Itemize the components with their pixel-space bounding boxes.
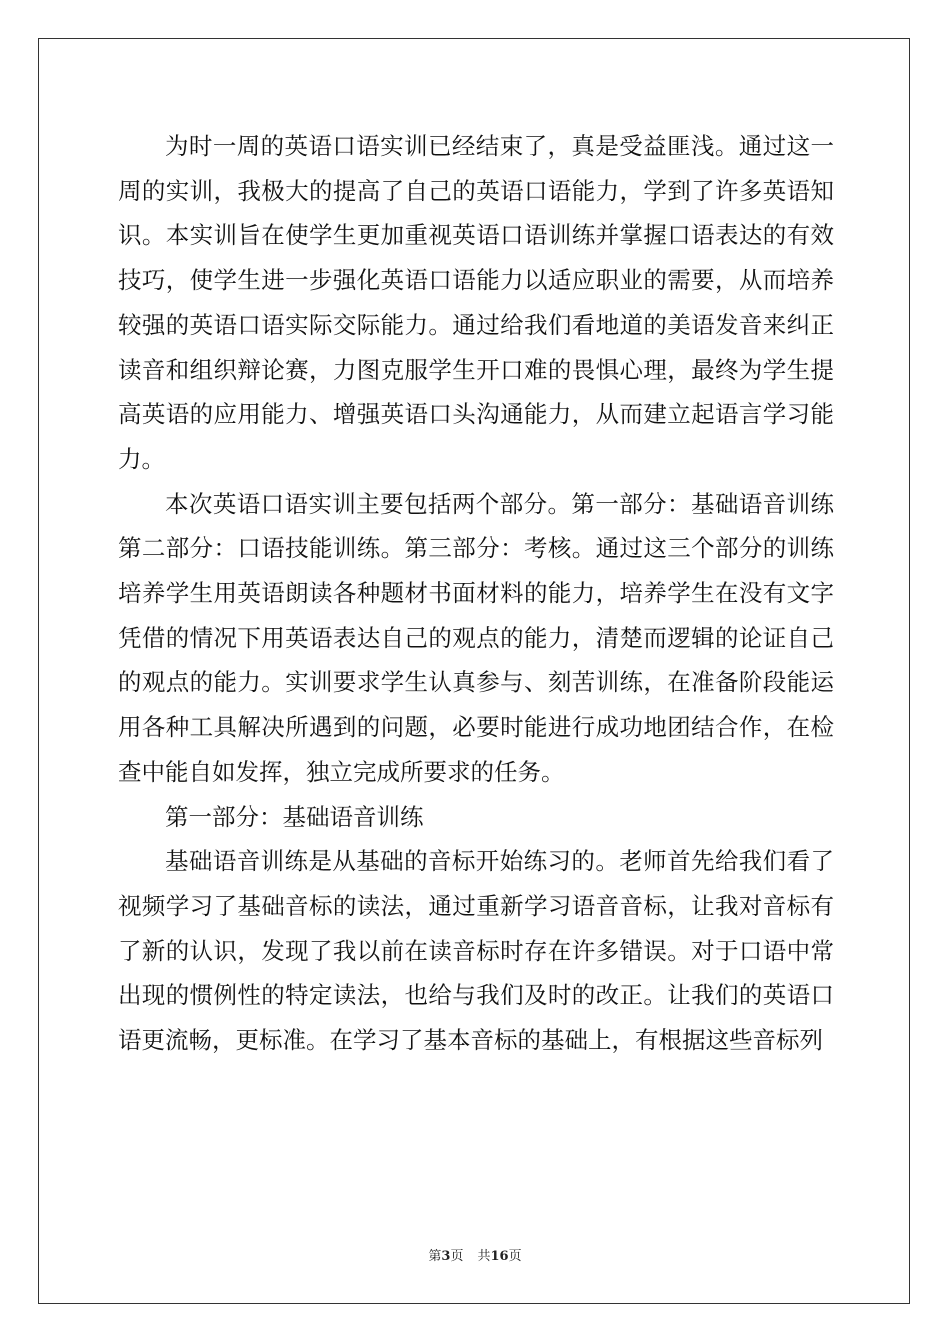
paragraph-intro: 为时一周的英语口语实训已经结束了，真是受益匪浅。通过这一周的实训，我极大的提高了自己的英语口语能力，学到了许多英语知识。本实训旨在使学生更加重视英语口语训练并掌握口语表达的有效技巧，使学生进一步强化英语口语能力以适应职业的需要，从而培养较强的英语口语实际交际能力。通过给我们看地道的美语发音来纠正读音和组织辩论赛，力图克服学生开口难的畏惧心理，最终为学生提高英语的应用能力、增强英语口头沟通能力，从而建立起语言学习能力。: [118, 132, 834, 473]
page-footer: [0, 1245, 950, 1264]
document-body: [118, 124, 834, 1063]
paragraph-phonetics: 基础语音训练是从基础的音标开始练习的。老师首先给我们看了视频学习了基础音标的读法，通过重新学习语音音标，让我对音标有了新的认识，发现了我以前在读音标时存在许多错误。对于口语中常出现的惯例性的特定读法，也给与我们及时的改正。让我们的英语口语更流畅，更标准。在学习了基本音标的基础上，有根据这些音标列: [118, 847, 834, 1055]
total-pages: 16: [490, 1249, 509, 1264]
page-number: 3: [441, 1249, 451, 1264]
section-heading-part-one: 第一部分：基础语音训练: [165, 802, 424, 831]
paragraph-overview: 本次英语口语实训主要包括两个部分。第一部分：基础语音训练第二部分：口语技能训练。第三部分：考核。通过这三个部分的训练培养学生用英语朗读各种题材书面材料的能力，培养学生在没有文字凭借的情况下用英语表达自己的观点的能力，清楚而逻辑的论证自己的观点的能力。实训要求学生认真参与、刻苦训练，在准备阶段能运用各种工具解决所遇到的问题，必要时能进行成功地团结合作，在检查中能自如发挥，独立完成所要求的任务。: [118, 489, 834, 786]
page-suffix: 页: [450, 1249, 464, 1264]
page-prefix: 第: [428, 1249, 442, 1264]
total-suffix: 页: [508, 1249, 522, 1264]
total-prefix: 共: [477, 1249, 491, 1264]
